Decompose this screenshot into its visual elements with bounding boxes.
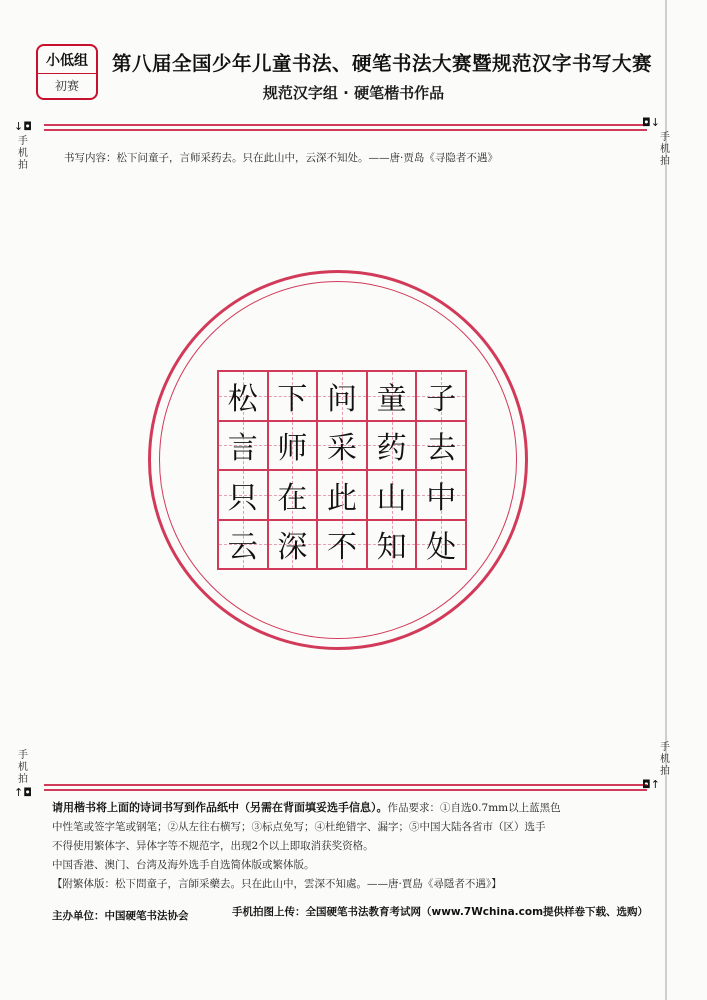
grid-cell [218,421,268,471]
grid-character: 子 [426,381,457,417]
grid-character: 松 [227,381,258,417]
camera-icon: ↓◘ [14,120,32,133]
side-label-top-right: 手机拍 [660,132,670,167]
instructions-line-5: 【附繁体版：松下問童子，言師采藥去。只在此山中，雲深不知處。——唐·賈島《尋隱者不遇》】 [52,878,502,890]
tian-zi-grid [217,370,467,570]
grid-cell [416,371,466,421]
grid-character: 在 [277,480,308,516]
grid-character: 言 [227,431,258,467]
grid-character: 不 [326,530,357,566]
grid-character: 山 [376,480,407,516]
badge-group-label: 小低组 [38,50,96,74]
grid-cell [367,520,417,570]
grid-cell [268,520,318,570]
badge-round-label: 初赛 [54,79,79,93]
camera-icon: ◘↑ [642,778,660,791]
side-label-bottom-left: 手机拍 [18,750,28,785]
grid-cell [317,470,367,520]
grid-character: 下 [277,381,308,417]
page-subtitle: 规范汉字组 · 硬笔楷书作品 [262,84,445,102]
grid-cell [317,520,367,570]
header-double-rule [44,124,647,131]
grid-character: 深 [277,530,308,566]
grid-character: 处 [426,530,457,566]
grid-cell [268,371,318,421]
instructions-block [52,798,652,894]
footer-double-rule [44,784,647,791]
grid-character: 中 [426,480,457,516]
grid-cell [416,421,466,471]
instructions-line1-rest: 作品要求：①自选0.7mm以上蓝黑色 [387,802,561,814]
grid-cell [218,520,268,570]
grid-cell [317,371,367,421]
organizer-text: 主办单位：中国硬笔书法协会 [52,910,189,922]
page-title: 第八届全国少年儿童书法、硬笔书法大赛暨规范汉字书写大赛 [112,52,653,75]
side-label-bottom-right: 手机拍 [660,742,670,777]
instructions-line-4: 中国香港、澳门、台湾及海外选手自选简体版或繁体版。 [52,859,315,871]
grid-cell [268,421,318,471]
instructions-line-3: 不得使用繁体字、异体字等不规范字，出现2个以上即取消获奖资格。 [52,840,374,852]
instructions-line-2: 中性笔或签字笔或钢笔；②从左往右横写；③标点免写；④杜绝错字、漏字；⑤中国大陆各省市（区）选手 [52,821,546,833]
grid-cell [416,470,466,520]
grid-cell [268,470,318,520]
grid-cell [367,470,417,520]
grid-character: 只 [227,480,258,516]
grid-cell [317,421,367,471]
grid-character: 去 [426,431,457,467]
grid-cell [218,470,268,520]
grid-cell [367,371,417,421]
grid-character: 采 [326,431,357,467]
grid-cell [416,520,466,570]
side-label-top-left: 手机拍 [18,136,28,171]
grid-character: 师 [277,431,308,467]
grid-character: 此 [326,480,357,516]
grid-cell [367,421,417,471]
grid-cell [218,371,268,421]
grid-character: 问 [326,381,357,417]
camera-icon: ↑◘ [14,786,32,799]
upload-info-text: 手机拍图上传：全国硬笔书法教育考试网（www.7Wchina.com提供样卷下载、选购） [232,906,649,918]
instructions-lead: 请用楷书将上面的诗词书写到作品纸中（另需在背面填妥选手信息）。 [52,801,388,814]
writing-content-line: 书写内容：松下问童子，言师采药去。只在此山中，云深不知处。——唐·贾岛《寻隐者不遇》 [64,152,498,164]
camera-icon: ◘↓ [642,116,660,129]
grid-character: 药 [376,431,407,467]
instructions-line-1 [52,798,652,818]
grid-character: 知 [376,530,407,566]
grid-character: 云 [227,530,258,566]
grid-character: 童 [376,381,407,417]
